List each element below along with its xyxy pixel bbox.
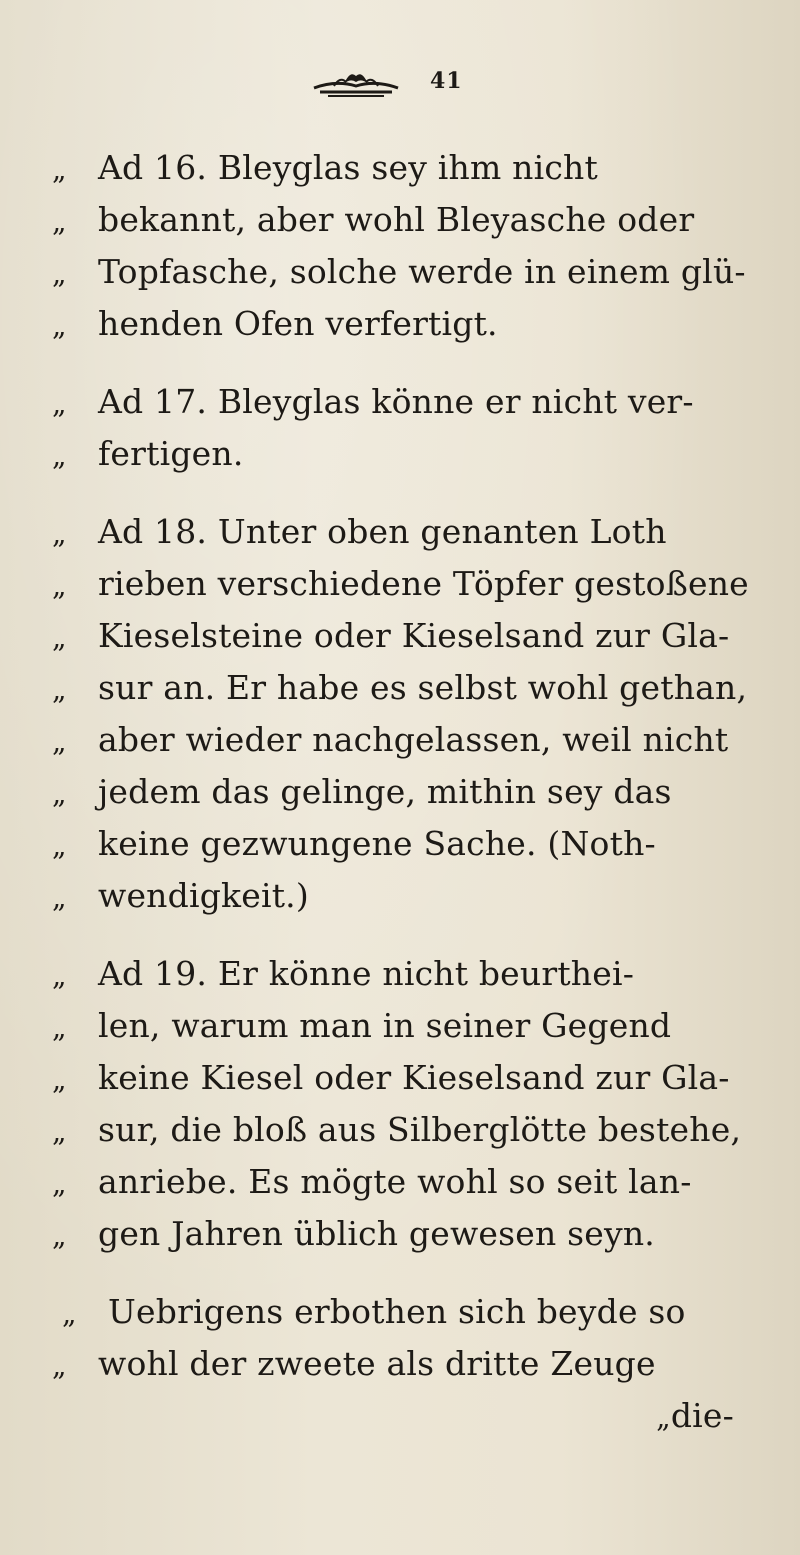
paragraph-closing bbox=[52, 1286, 792, 1442]
text-line bbox=[52, 428, 792, 480]
paragraph-ad-17 bbox=[52, 376, 792, 480]
text-line bbox=[52, 610, 792, 662]
text-line bbox=[52, 948, 792, 1000]
text-line bbox=[52, 298, 792, 350]
line-text: bekannt, aber wohl Bleyasche oder bbox=[98, 200, 695, 239]
text-line bbox=[52, 1104, 792, 1156]
catchword: die- bbox=[670, 1396, 734, 1435]
quote-mark: „ bbox=[52, 1167, 67, 1200]
line-text: fertigen. bbox=[98, 434, 244, 473]
line-text: sur an. Er habe es selbst wohl gethan, bbox=[98, 668, 748, 707]
text-line bbox=[52, 558, 792, 610]
quote-mark: „ bbox=[52, 673, 67, 706]
line-text: Kieselsteine oder Kieselsand zur Gla- bbox=[98, 616, 730, 655]
line-text: wendigkeit.) bbox=[98, 876, 309, 915]
line-text: keine Kiesel oder Kieselsand zur Gla- bbox=[98, 1058, 730, 1097]
line-text: sur, die bloß aus Silberglötte bestehe, bbox=[98, 1110, 742, 1149]
page-header bbox=[0, 66, 800, 106]
text-line bbox=[52, 818, 792, 870]
text-line bbox=[52, 194, 792, 246]
quote-mark: „ bbox=[52, 881, 67, 914]
paragraph-ad-16 bbox=[52, 142, 792, 350]
quote-mark: „ bbox=[52, 959, 67, 992]
line-text: Topfasche, solche werde in einem glü- bbox=[98, 252, 746, 291]
quote-mark: „ bbox=[52, 777, 67, 810]
text-line bbox=[52, 1000, 792, 1052]
quote-mark: „ bbox=[656, 1401, 671, 1434]
quote-mark: „ bbox=[52, 1349, 67, 1382]
line-text: Uebrigens erbothen sich beyde so bbox=[108, 1292, 686, 1331]
line-text: jedem das gelinge, mithin sey das bbox=[98, 772, 672, 811]
quote-mark: „ bbox=[52, 387, 67, 420]
paragraph-ad-19 bbox=[52, 948, 792, 1260]
text-line bbox=[52, 1208, 792, 1260]
line-text: aber wieder nachgelassen, weil nicht bbox=[98, 720, 729, 759]
text-line bbox=[52, 246, 792, 298]
quote-mark: „ bbox=[62, 1297, 77, 1330]
line-text: Ad 17. Bleyglas könne er nicht ver- bbox=[98, 382, 694, 421]
text-line bbox=[52, 1052, 792, 1104]
quote-mark: „ bbox=[52, 257, 67, 290]
quote-mark: „ bbox=[52, 1115, 67, 1148]
text-line bbox=[52, 870, 792, 922]
line-text: wohl der zweete als dritte Zeuge bbox=[98, 1344, 656, 1383]
quote-mark: „ bbox=[52, 569, 67, 602]
line-text: len, warum man in seiner Gegend bbox=[98, 1006, 672, 1045]
quote-mark: „ bbox=[52, 1063, 67, 1096]
text-line bbox=[52, 662, 792, 714]
catchword-line bbox=[52, 1390, 792, 1442]
quote-mark: „ bbox=[52, 309, 67, 342]
paragraph-ad-18 bbox=[52, 506, 792, 922]
text-line bbox=[52, 142, 792, 194]
quote-mark: „ bbox=[52, 725, 67, 758]
text-line bbox=[52, 1156, 792, 1208]
line-text: gen Jahren üblich gewesen seyn. bbox=[98, 1214, 656, 1253]
line-text: henden Ofen verfertigt. bbox=[98, 304, 498, 343]
quote-mark: „ bbox=[52, 439, 67, 472]
quote-mark: „ bbox=[52, 153, 67, 186]
quote-mark: „ bbox=[52, 1219, 67, 1252]
line-text: Ad 19. Er könne nicht beurthei- bbox=[98, 954, 635, 993]
line-text: Ad 18. Unter oben genanten Loth bbox=[98, 512, 667, 551]
fleuron-ornament-icon bbox=[306, 66, 406, 100]
body-text bbox=[52, 142, 792, 1468]
text-line bbox=[52, 506, 792, 558]
line-text: Ad 16. Bleyglas sey ihm nicht bbox=[98, 148, 598, 187]
page-number: 41 bbox=[430, 68, 463, 94]
text-line bbox=[52, 1286, 792, 1338]
text-line bbox=[52, 714, 792, 766]
quote-mark: „ bbox=[52, 621, 67, 654]
text-line bbox=[52, 376, 792, 428]
quote-mark: „ bbox=[52, 205, 67, 238]
line-text: keine gezwungene Sache. (Noth- bbox=[98, 824, 656, 863]
text-line bbox=[52, 766, 792, 818]
quote-mark: „ bbox=[52, 1011, 67, 1044]
quote-mark: „ bbox=[52, 829, 67, 862]
quote-mark: „ bbox=[52, 517, 67, 550]
line-text: anriebe. Es mögte wohl so seit lan- bbox=[98, 1162, 692, 1201]
text-line bbox=[52, 1338, 792, 1390]
line-text: rieben verschiedene Töpfer gestoßene bbox=[98, 564, 749, 603]
